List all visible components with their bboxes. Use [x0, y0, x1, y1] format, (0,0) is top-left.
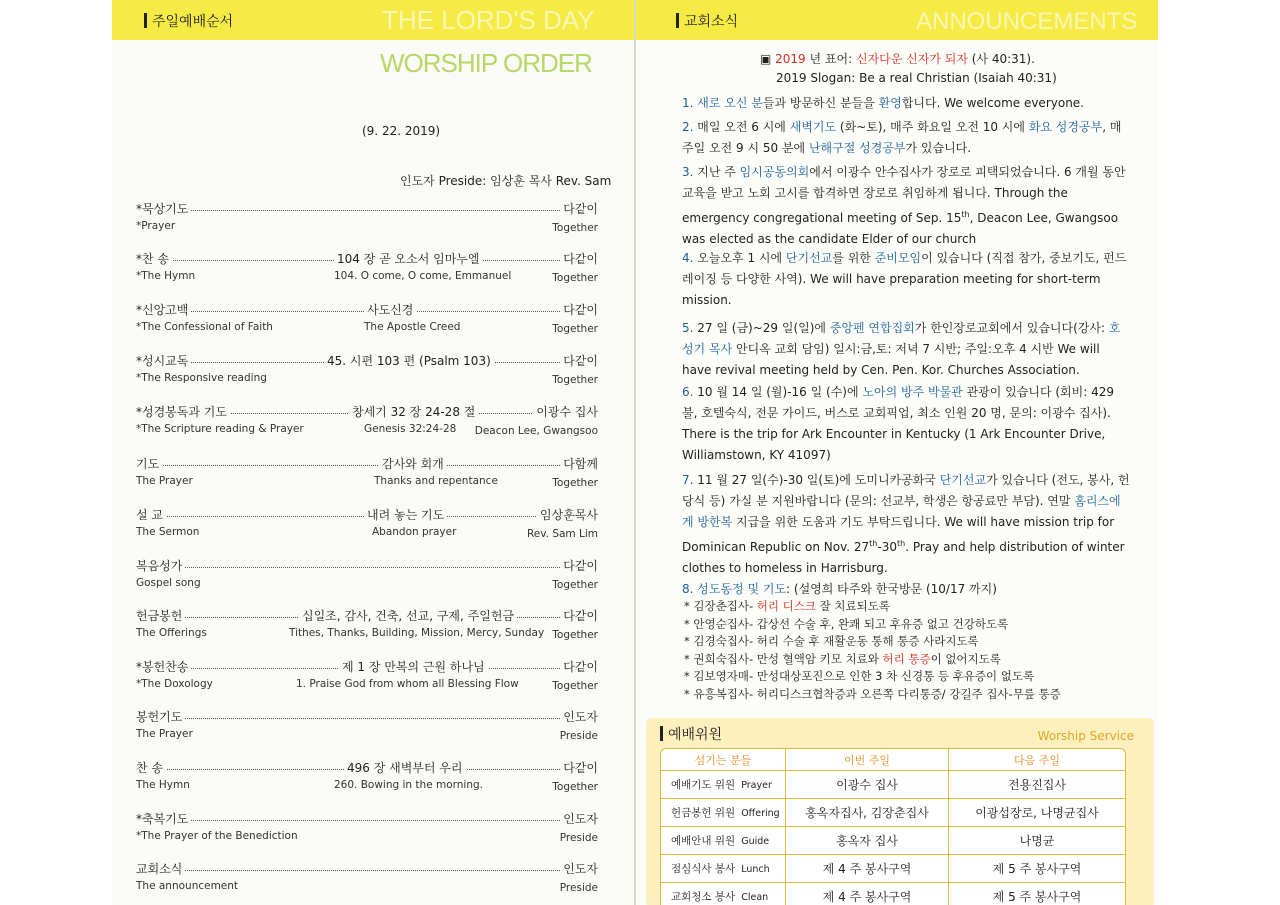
- order-item-name-ko: *찬 송: [136, 250, 172, 267]
- order-item: [134, 860, 604, 900]
- order-item: [134, 403, 604, 443]
- order-item-leader-ko: 다같이: [560, 301, 598, 318]
- announcement-2: 2. 매일 오전 6 시에 새벽기도 (화~토), 매주 화요일 오전 10 시에 화요 성경공부, 매주일 오전 9 시 50 분에 난해구절 성경공부가 있습니다.: [682, 120, 1122, 155]
- order-item-name-en: *The Confessional of Faith: [136, 321, 273, 333]
- order-item-name-ko: 봉헌기도: [136, 708, 185, 725]
- order-item-en-row: [134, 218, 604, 234]
- service-this-week: 홍옥자 집사: [786, 827, 949, 855]
- order-item-leader-en: Together: [552, 323, 598, 335]
- slogan-ko: ▣ 2019 년 표어: 신자다운 신자가 되자 (사 40:31).: [760, 52, 1035, 66]
- service-role-ko: 교회청소 봉사: [671, 891, 736, 903]
- order-item-leader-en: Together: [552, 781, 598, 793]
- order-item-detail-ko: 창세기 32 장 24-28 절: [349, 403, 478, 420]
- order-item-leader-ko: 다같이: [560, 200, 598, 217]
- slogan-en: 2019 Slogan: Be a real Christian (Isaiah 40:31): [776, 71, 1057, 85]
- prayer-text: * 권희숙집사- 만성 혈액암 키모 치료와: [684, 651, 883, 666]
- dotted-leader: [138, 870, 598, 871]
- order-item-en-row: [134, 828, 604, 844]
- announcement-7: 7. 11 월 27 일(수)-30 일(토)에 도미니카공화국 단기선교가 있습니다 (전도, 봉사, 헌당식 등) 가실 분 지원바랍니다 (문의: 선교부, 학생은 항공료만 부담). 연말 홈리스에게 방한복 지급을 위한 도움과 기도 부탁드립니다. We will have mission trip for Dominican Republic on Nov. 27th-30th. Pray and help distribution of winter clothes to homeless in Harrisburg.: [682, 473, 1130, 575]
- order-item-name-ko: *묵상기도: [136, 200, 191, 217]
- order-item-ko-row: [134, 708, 604, 726]
- worship-service-title: 예배위원: [660, 724, 722, 744]
- order-item-detail-en: 1. Praise God from whom all Blessing Flow: [296, 678, 519, 690]
- service-role: [661, 855, 786, 883]
- order-item: [134, 455, 604, 495]
- order-item-leader-en: Together: [552, 272, 598, 284]
- announcement-5: 5. 27 일 (금)~29 일(일)에 중앙펜 연합집회가 한인장로교회에서 있습니다(강사: 호성기 목사 안디옥 교회 담임) 일시:금,토: 저녁 7 시반; 주일:오후 4 시반 We will have revival meeting held by Cen. Pen. Kor. Churches Association.: [682, 321, 1121, 377]
- order-item-en-row: [134, 319, 604, 335]
- service-role-ko: 점심식사 봉사: [671, 863, 736, 875]
- service-role: [661, 883, 786, 905]
- table-row: [661, 827, 1125, 855]
- order-item-leader-en: Rev. Sam Lim: [526, 528, 598, 540]
- order-item-ko-row: [134, 557, 604, 575]
- worship-order-header-band: [112, 0, 636, 40]
- prayer-item: [684, 668, 1034, 684]
- order-item-name-en: The Prayer: [136, 728, 193, 740]
- order-item-name-en: *The Scripture reading & Prayer: [136, 423, 304, 435]
- service-role: [661, 771, 786, 799]
- announcement-4: 4. 오늘오후 1 시에 단기선교를 위한 준비모임이 있습니다 (직접 참가, 중보기도, 펀드레이징 등 다양한 사역). We will have preparation meeting for short-term mission.: [682, 251, 1127, 307]
- order-item-name-ko: 찬 송: [136, 759, 166, 776]
- order-item-detail-en: Abandon prayer: [372, 526, 457, 538]
- right-page: [636, 0, 1158, 905]
- lords-day-ghost-title: THE LORD'S DAY: [382, 5, 595, 35]
- order-item-name-ko: *성시교독: [136, 352, 191, 369]
- prayer-text: * 김경숙집사- 허리 수술 후 재활운동 통해 통증 사라지도록: [684, 634, 979, 648]
- order-item-ko-row: [134, 403, 604, 421]
- order-item-detail-ko: 104 장 곧 오소서 임마누엘: [334, 250, 483, 267]
- table-header-next-week: 다음 주일: [949, 749, 1125, 771]
- service-role-en: Prayer: [741, 780, 772, 791]
- order-item-name-en: Gospel song: [136, 577, 201, 589]
- table-header-this-week: 이번 주일: [786, 749, 949, 771]
- prayer-item: [684, 633, 979, 649]
- order-item-detail-ko: 제 1 장 만복의 근원 하나님: [339, 658, 488, 675]
- order-item-ko-row: [134, 860, 604, 878]
- order-item-en-row: [134, 726, 604, 742]
- service-next-week: 제 5 주 봉사구역: [949, 883, 1125, 905]
- order-item-leader-ko: 다같이: [560, 352, 598, 369]
- order-item-name-ko: *축복기도: [136, 810, 191, 827]
- prayer-text: * 유흥복집사- 허리디스크협착증과 오른쪽 다리통증/ 강길주 집사-무릎 통증: [684, 686, 1061, 701]
- order-item: [134, 759, 604, 799]
- order-item-en-row: [134, 777, 604, 793]
- order-item-name-en: *The Doxology: [136, 678, 213, 690]
- order-item-en-row: [134, 421, 604, 437]
- prayer-item: [684, 598, 890, 614]
- table-row: [661, 855, 1125, 883]
- announcements-ghost-title: ANNOUNCEMENTS: [916, 8, 1138, 35]
- order-item-name-ko: 기도: [136, 455, 162, 472]
- order-item: [134, 708, 604, 748]
- order-item: [134, 607, 604, 647]
- announcements-header-band: [636, 0, 1158, 40]
- order-item-name-en: *The Responsive reading: [136, 372, 267, 384]
- prayer-text: * 안영순집사- 갑상선 수술 후, 완쾌 되고 후유증 없고 건강하도록: [684, 616, 1009, 631]
- order-item: [134, 557, 604, 597]
- left-page: [112, 0, 636, 905]
- order-item-leader-ko: 이광수 집사: [533, 403, 598, 420]
- order-item-leader-ko: 다같이: [560, 759, 598, 776]
- order-item-detail-en: The Apostle Creed: [364, 321, 461, 333]
- order-item-name-en: The Offerings: [136, 627, 207, 639]
- service-this-week: 이광수 집사: [786, 771, 949, 799]
- announcement-3: 3. 지난 주 임시공동의회에서 이광수 안수집사가 장로로 피택되었습니다. 6 개월 동안 교육을 받고 노회 고시를 합격하면 장로로 취임하게 됩니다. Through the emergency congregational meeting of Sep. 15th, Deacon Lee, Gwangsoo was elected as the candidate Elder of our church: [682, 165, 1126, 246]
- order-item-leader-ko: 다같이: [560, 607, 598, 624]
- dotted-leader: [138, 820, 598, 821]
- order-item-leader-ko: 임상훈목사: [537, 506, 598, 523]
- table-row: [661, 799, 1125, 827]
- prayer-highlight: 허리 디스크: [756, 599, 816, 613]
- service-role-ko: 예배안내 위원: [671, 835, 736, 847]
- announcement-8: 8. 성도동정 및 기도: (설영희 타주와 한국방문 (10/17 까지): [682, 582, 997, 596]
- order-item-leader-ko: 인도자: [560, 860, 598, 877]
- order-item-leader-ko: 인도자: [560, 708, 598, 725]
- table-header-servers: 섬기는 분들: [661, 749, 786, 771]
- prayer-item: [684, 651, 1001, 667]
- prayer-text: * 김보영자매- 만성대상포진으로 인한 3 차 신경통 등 후유증이 없도록: [684, 669, 1035, 683]
- order-item: [134, 250, 604, 290]
- order-item-detail-en: 104. O come, O come, Emmanuel: [334, 270, 512, 282]
- order-item-leader-en: Together: [552, 374, 598, 386]
- dotted-leader: [138, 718, 598, 719]
- order-item-name-en: *The Hymn: [136, 270, 196, 282]
- order-item-ko-row: [134, 352, 604, 370]
- order-item-ko-row: [134, 301, 604, 319]
- dotted-leader: [138, 567, 598, 568]
- prayer-highlight: 허리 통증: [882, 651, 931, 666]
- order-item-leader-en: Preside: [559, 882, 598, 894]
- announcement-1: 1. 새로 오신 분들과 방문하신 분들을 환영합니다. We welcome everyone.: [682, 96, 1084, 110]
- service-this-week: 제 4 주 봉사구역: [786, 883, 949, 905]
- service-role-en: Clean: [741, 892, 769, 903]
- order-item-ko-row: [134, 200, 604, 218]
- service-next-week: 전용진집사: [949, 771, 1125, 799]
- order-item-detail-ko: 십일조, 감사, 건축, 선교, 구제, 주일헌금: [299, 607, 517, 624]
- order-item-leader-ko: 다같이: [560, 557, 598, 574]
- order-item-leader-en: Preside: [559, 832, 598, 844]
- order-item-ko-row: [134, 759, 604, 777]
- order-item-name-en: *The Prayer of the Benediction: [136, 830, 298, 842]
- service-this-week: 제 4 주 봉사구역: [786, 855, 949, 883]
- service-role: [661, 827, 786, 855]
- order-item-leader-en: Together: [552, 579, 598, 591]
- service-role-en: Lunch: [741, 864, 770, 875]
- order-item: [134, 301, 604, 341]
- order-item-leader-ko: 다함께: [560, 455, 598, 472]
- prayer-text-end: 잘 치료되도록: [815, 599, 890, 613]
- service-this-week: 홍옥자집사, 김장춘집사: [786, 799, 949, 827]
- order-item: [134, 200, 604, 240]
- order-item-detail-ko: 감사와 회개: [379, 455, 447, 472]
- order-item: [134, 506, 604, 546]
- order-item-leader-en: Together: [552, 477, 598, 489]
- service-next-week: 제 5 주 봉사구역: [949, 855, 1125, 883]
- prayer-item: [684, 616, 1008, 632]
- order-item-ko-row: [134, 607, 604, 625]
- order-item: [134, 658, 604, 698]
- order-item-name-ko: *성경봉독과 기도: [136, 403, 230, 420]
- order-item-name-en: *Prayer: [136, 220, 176, 232]
- order-item-leader-ko: 인도자: [560, 810, 598, 827]
- service-role: [661, 799, 786, 827]
- order-item-detail-en: Tithes, Thanks, Building, Mission, Mercy, Sunday: [289, 627, 545, 639]
- order-item-name-en: The Prayer: [136, 475, 193, 487]
- order-item-ko-row: [134, 658, 604, 676]
- order-item-leader-en: Together: [552, 680, 598, 692]
- service-role-en: Offering: [741, 808, 780, 819]
- order-item-leader-en: Together: [552, 629, 598, 641]
- service-next-week: 이광섭장로, 나명균집사: [949, 799, 1125, 827]
- table-row: [661, 883, 1125, 905]
- order-item-detail-en: Thanks and repentance: [374, 475, 498, 487]
- service-role-ko: 예배기도 위원: [671, 779, 736, 791]
- order-item-name-ko: *봉헌찬송: [136, 658, 191, 675]
- order-item-name-en: The Sermon: [136, 526, 200, 538]
- order-item-ko-row: [134, 250, 604, 268]
- order-item-name-en: The announcement: [136, 880, 239, 892]
- order-item-en-row: [134, 524, 604, 540]
- dotted-leader: [138, 465, 598, 466]
- service-role-ko: 헌금봉헌 위원: [671, 807, 736, 819]
- worship-order-en-title: WORSHIP ORDER: [380, 48, 592, 78]
- worship-leader: 인도자 Preside: 임상훈 목사 Rev. Sam: [400, 174, 612, 188]
- order-item-leader-en: Together: [552, 222, 598, 234]
- order-item-en-row: [134, 625, 604, 641]
- order-item-leader-en: Preside: [559, 730, 598, 742]
- order-item-en-row: [134, 878, 604, 894]
- worship-service-en-title: Worship Service: [1037, 729, 1134, 743]
- order-item-detail-ko: 내려 놓는 기도: [364, 506, 447, 523]
- order-item-name-ko: 교회소식: [136, 860, 185, 877]
- order-item-ko-row: [134, 810, 604, 828]
- service-next-week: 나명균: [949, 827, 1125, 855]
- order-item-detail-ko: 45. 시편 103 편 (Psalm 103): [324, 352, 494, 369]
- order-item-en-row: [134, 370, 604, 386]
- service-role-en: Guide: [741, 836, 770, 847]
- announcement-6: 6. 10 월 14 일 (월)-16 일 (수)에 노아의 방주 박물관 관광이 있습니다 (회비: 429 불, 호텔숙식, 전문 가이드, 버스로 교회픽업, 최소 인원 20 명, 문의: 이광수 집사). There is the trip for Ark Encounter in Kentucky (1 Ark Encounter Drive, Williamstown, KY 41097): [682, 385, 1114, 462]
- order-item-leader-ko: 다같이: [560, 658, 598, 675]
- worship-order-title: 주일예배순서: [144, 11, 233, 31]
- order-item-detail-en: Genesis 32:24-28: [364, 423, 457, 435]
- order-item-name-en: The Hymn: [136, 779, 190, 791]
- prayer-item: [684, 686, 1061, 702]
- order-item-name-ko: 설 교: [136, 506, 166, 523]
- worship-service-table: [660, 748, 1126, 905]
- table-row: [661, 771, 1125, 799]
- order-item: [134, 810, 604, 850]
- prayer-text: * 김장춘집사-: [684, 599, 757, 613]
- order-item-en-row: [134, 268, 604, 284]
- order-item-ko-row: [134, 455, 604, 473]
- announcements-title: 교회소식: [676, 11, 738, 31]
- order-item-en-row: [134, 473, 604, 489]
- order-item: [134, 352, 604, 392]
- order-item-en-row: [134, 575, 604, 591]
- order-item-detail-ko: 사도신경: [364, 301, 416, 318]
- prayer-text-end: 이 없어지도록: [930, 651, 1001, 666]
- order-item-name-ko: 헌금봉헌: [136, 607, 185, 624]
- order-item-detail-en: 260. Bowing in the morning.: [334, 779, 483, 791]
- order-item-leader-en: Deacon Lee, Gwangsoo: [474, 425, 598, 437]
- order-item-leader-ko: 다같이: [560, 250, 598, 267]
- dotted-leader: [138, 210, 598, 211]
- order-item-ko-row: [134, 506, 604, 524]
- worship-date: (9. 22. 2019): [362, 124, 441, 138]
- order-item-name-ko: 복음성가: [136, 557, 185, 574]
- order-item-name-ko: *신앙고백: [136, 301, 191, 318]
- order-item-detail-ko: 496 장 새벽부터 우리: [344, 759, 466, 776]
- worship-service-box: [646, 718, 1154, 905]
- order-item-en-row: [134, 676, 604, 692]
